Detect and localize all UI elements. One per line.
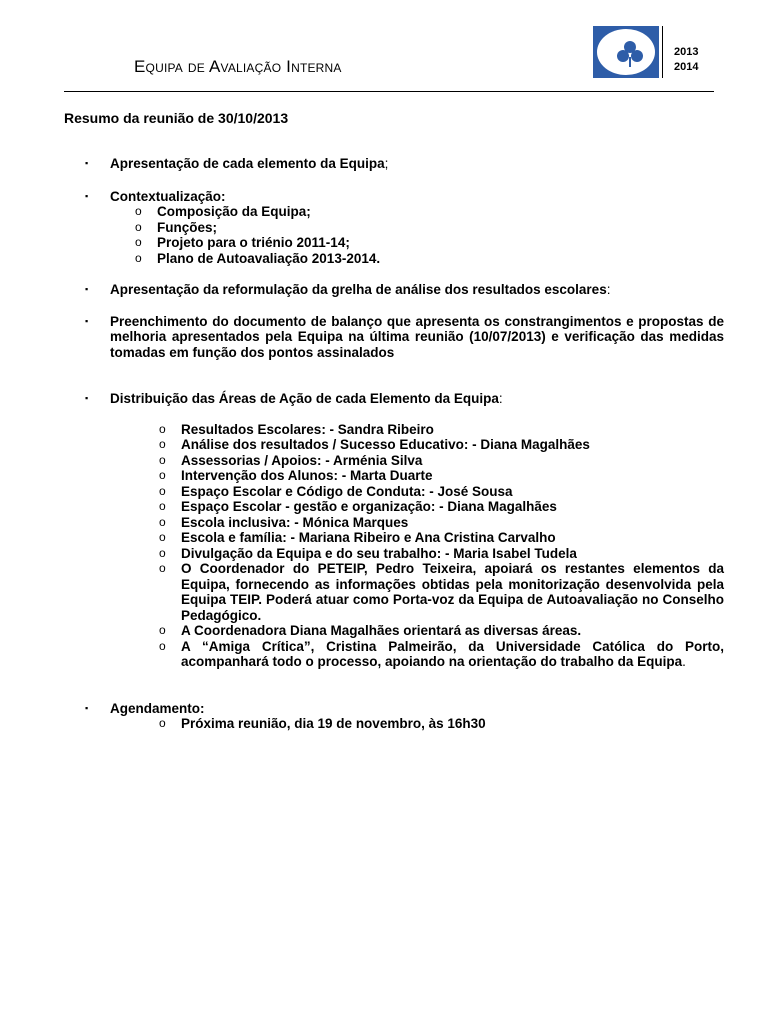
header-divider [64, 91, 714, 92]
square-bullet-icon: ▪ [85, 702, 89, 713]
circle-bullet-icon: o [135, 250, 142, 265]
square-bullet-icon: ▪ [85, 315, 89, 326]
circle-bullet-icon: o [159, 452, 166, 467]
circle-bullet-icon: o [159, 561, 166, 575]
list-item: o Espaço Escolar e Código de Conduta: - José Sousa [159, 483, 513, 499]
list-item: o Composição da Equipa; [135, 204, 311, 219]
square-bullet-icon: ▪ [85, 393, 89, 403]
circle-bullet-icon: o [159, 716, 166, 730]
school-logo [593, 26, 659, 78]
square-bullet-icon: ▪ [85, 158, 89, 168]
section-text: Apresentação da reformulação da grelha de análise dos resultados escolares [110, 282, 607, 297]
section-punct: : [606, 282, 611, 297]
circle-bullet-icon: o [159, 483, 166, 498]
list-item: o Projeto para o triénio 2011-14; [135, 235, 350, 250]
circle-bullet-icon: o [159, 468, 166, 482]
list-item: o Assessorias / Apoios: - Arménia Silva [159, 452, 423, 468]
section-text: Preenchimento do documento de balanço que apresenta os constrangimentos e propostas de melhoria apresentados pela Equipa na última reunião (10/07/2013) e verificação das medidas tomadas em função dos pontos assinalados [110, 313, 724, 360]
section-punct: ; [384, 156, 389, 171]
circle-bullet-icon: o [159, 623, 166, 637]
list-item: o Intervenção dos Alunos: - Marta Duarte [159, 468, 433, 483]
circle-bullet-icon: o [159, 421, 166, 436]
list-item: o Divulgação da Equipa e do seu trabalho: - Maria Isabel Tudela [159, 545, 577, 561]
areas-list [157, 422, 724, 670]
section-punct: : [498, 391, 503, 406]
square-bullet-icon: ▪ [85, 284, 89, 294]
list-item: o Espaço Escolar - gestão e organização: - Diana Magalhães [159, 499, 557, 514]
section-text: Contextualização: [110, 188, 226, 204]
circle-bullet-icon: o [159, 638, 166, 653]
logo-seal [597, 29, 655, 75]
list-item: o O Coordenador do PETEIP, Pedro Teixeira, apoiará os restantes elementos da Equipa, fornecendo as informações obtidas pela monitorização desenvolvida pela Equipa TEIP. Poderá atuar como Porta-voz da Equipa de Autoavaliação no Conselho Pedagógico. [159, 561, 724, 623]
section-scheduling [64, 701, 724, 732]
circle-bullet-icon: o [135, 219, 142, 234]
year-start: 2013 [674, 46, 699, 58]
circle-bullet-icon: o [135, 235, 142, 249]
year-end: 2014 [674, 61, 699, 73]
section-grid-reform [64, 282, 724, 298]
section-balance [64, 314, 724, 361]
circle-bullet-icon: o [159, 437, 166, 451]
circle-bullet-icon: o [159, 514, 166, 529]
school-years [674, 45, 698, 75]
circle-bullet-icon: o [159, 545, 166, 560]
section-text: Apresentação de cada elemento da Equipa [110, 156, 385, 171]
list-item: o Próxima reunião, dia 19 de novembro, às 16h30 [159, 716, 486, 731]
circle-bullet-icon: o [135, 204, 142, 218]
header-vertical-divider [662, 26, 663, 78]
item-punct: . [682, 654, 686, 669]
section-presentation [64, 156, 724, 172]
document-title: Resumo da reunião de 30/10/2013 [64, 110, 289, 126]
section-text: Agendamento: [110, 700, 205, 716]
header-title: Equipa de Avaliação Interna [134, 57, 342, 76]
list-item: o Escola inclusiva: - Mónica Marques [159, 514, 409, 530]
section-context [64, 189, 724, 267]
list-item: o Funções; [135, 219, 218, 235]
list-item: o Plano de Autoavaliação 2013-2014. [135, 250, 381, 266]
square-bullet-icon: ▪ [85, 190, 89, 201]
circle-bullet-icon: o [159, 499, 166, 513]
list-item: o A Coordenadora Diana Magalhães orientará as diversas áreas. [159, 623, 582, 638]
circle-bullet-icon: o [159, 530, 166, 544]
meeting-summary [64, 156, 724, 732]
clover-icon [615, 39, 645, 69]
section-areas [64, 391, 724, 670]
section-text: Distribuição das Áreas de Ação de cada Elemento da Equipa [110, 391, 499, 406]
scheduling-list [157, 716, 724, 732]
context-list [133, 204, 724, 266]
list-item: o Análise dos resultados / Sucesso Educativo: - Diana Magalhães [159, 437, 590, 452]
list-item: o Escola e família: - Mariana Ribeiro e Ana Cristina Carvalho [159, 530, 556, 545]
list-item: o A “Amiga Crítica”, Cristina Palmeirão, da Universidade Católica do Porto, acompanhará todo o processo, apoiando na orientação do trabalho da Equipa. [159, 638, 724, 669]
list-item: o Resultados Escolares: - Sandra Ribeiro [159, 421, 434, 437]
